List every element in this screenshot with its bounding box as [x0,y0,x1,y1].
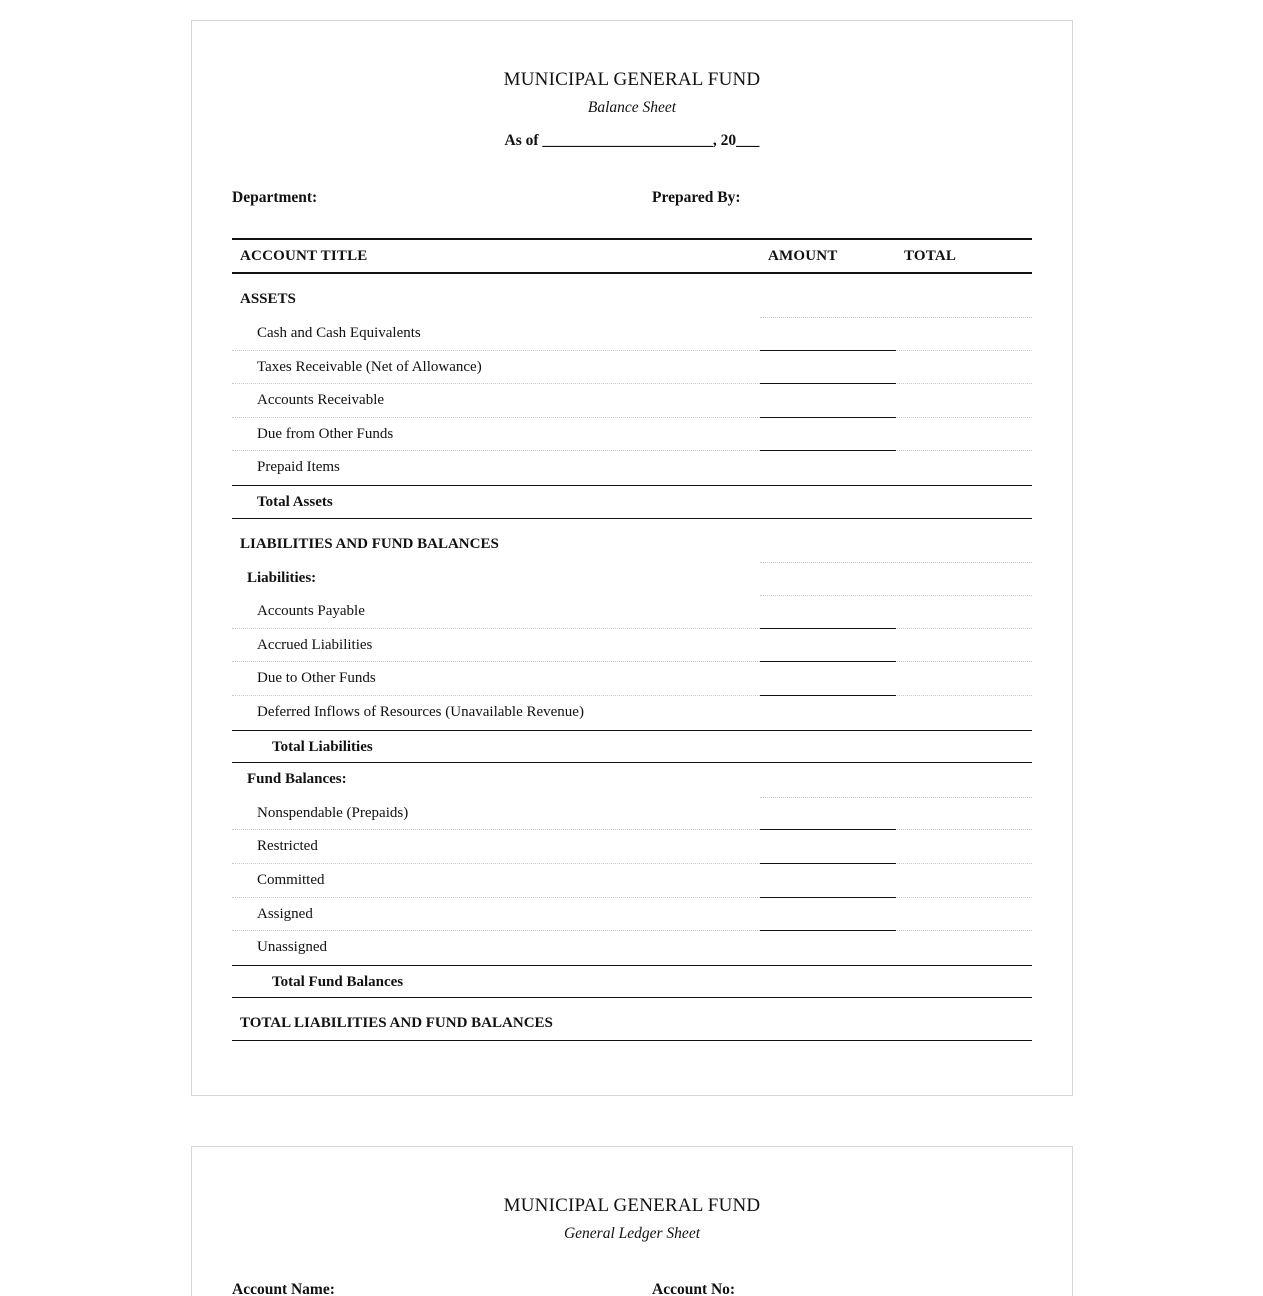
liabilities-fund-balances-heading: LIABILITIES AND FUND BALANCES [240,535,499,552]
table-row [232,384,1032,418]
account-title: Due to Other Funds [257,670,376,687]
account-title: Committed [257,871,325,888]
as-of-date-line: As of ______________________, 20___ [504,132,760,149]
table-row [232,595,1032,629]
table-row [232,451,1032,485]
balance-sheet-table [232,238,1032,1041]
section-heading-assets [232,274,1032,317]
account-title: Cash and Cash Equivalents [257,325,421,341]
grand-total-row [232,998,1032,1041]
total-fund-balances-row [232,965,1032,999]
fund-balances-label: Fund Balances: [247,771,347,788]
grand-total-label: TOTAL LIABILITIES AND FUND BALANCES [240,1015,553,1032]
department-label: Department: [232,189,318,206]
total-label: Total Liabilities [272,738,373,755]
account-title: Deferred Inflows of Resources (Unavailable Revenue) [257,703,584,720]
account-title: Prepaid Items [257,459,340,476]
account-title: Accrued Liabilities [257,636,373,653]
liabilities-label: Liabilities: [247,569,317,586]
liabilities-subheading-row [232,562,1032,596]
page-subtitle: General Ledger Sheet [563,1225,701,1242]
column-header-account-title: ACCOUNT TITLE [240,248,368,264]
balance-sheet-page [191,20,1073,1096]
page-title: MUNICIPAL GENERAL FUND [503,1195,761,1216]
account-title: Nonspendable (Prepaids) [257,804,409,821]
table-row [232,418,1032,452]
column-header-amount: AMOUNT [768,248,838,264]
account-title: Restricted [257,838,318,855]
table-row [232,317,1032,351]
table-row [232,797,1032,831]
account-name-label: Account Name: [232,1281,335,1296]
account-title: Due from Other Funds [257,425,394,442]
table-row [232,931,1032,965]
assets-heading: ASSETS [240,291,296,307]
table-header [232,238,1032,274]
total-liabilities-row [232,730,1032,764]
total-assets-row [232,485,1032,519]
total-label: Total Fund Balances [272,973,404,990]
account-no-label: Account No: [652,1281,736,1296]
account-title: Assigned [257,905,313,922]
table-row [232,830,1032,864]
table-row [232,696,1032,730]
section-heading-liabilities-fund-balances [232,519,1032,562]
total-label: Total Assets [257,493,333,510]
page-title: MUNICIPAL GENERAL FUND [503,69,761,90]
table-row [232,898,1032,932]
fund-balances-subheading-row [232,763,1032,797]
table-row [232,351,1032,385]
table-row [232,662,1032,696]
column-header-total: TOTAL [904,248,957,264]
table-row [232,629,1032,663]
account-title: Taxes Receivable (Net of Allowance) [257,358,482,375]
account-title: Accounts Receivable [257,392,385,409]
page-subtitle: Balance Sheet [587,99,677,116]
general-ledger-page [191,1146,1073,1296]
account-title: Unassigned [257,939,327,956]
table-row [232,864,1032,898]
account-title: Accounts Payable [257,603,365,620]
prepared-by-label: Prepared By: [652,189,741,206]
